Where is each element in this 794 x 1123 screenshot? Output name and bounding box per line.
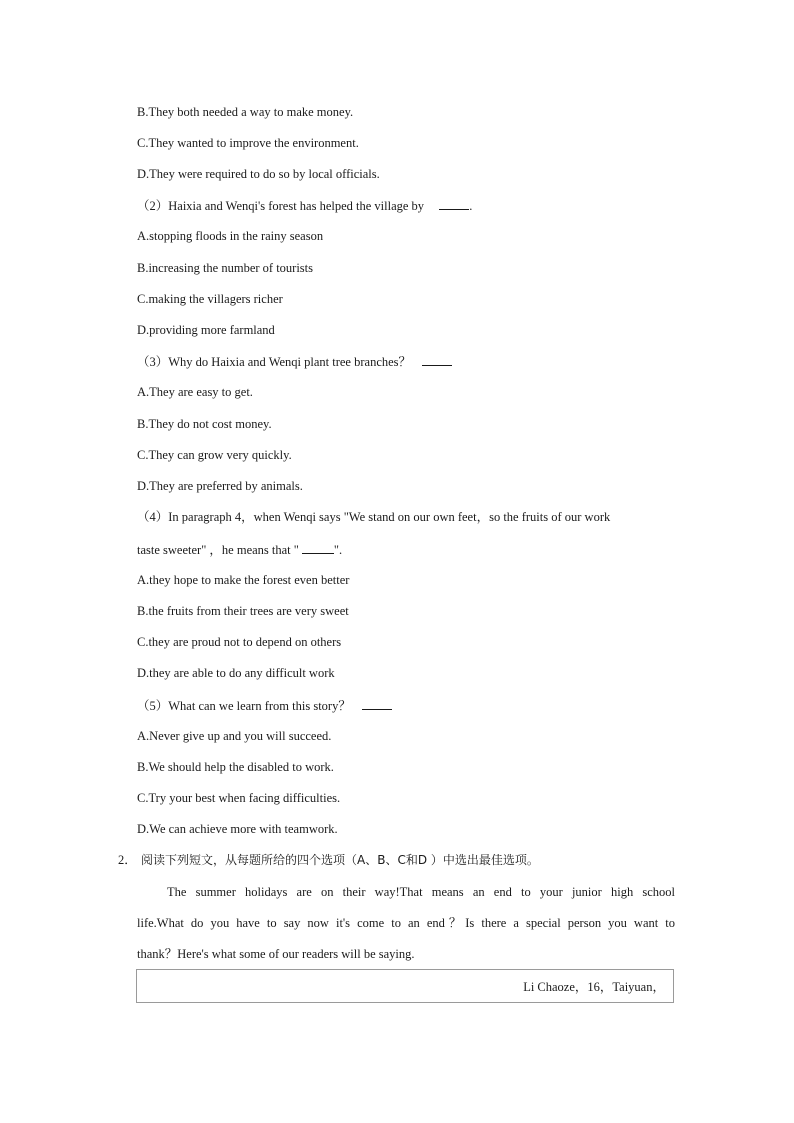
reader-table-cell: Li Chaoze，16，Taiyuan，	[523, 980, 665, 994]
q4-option-d: D.they are able to do any difficult work	[137, 666, 335, 680]
section-2-para-line3: thank？Here's what some of our readers will be saying.	[137, 947, 415, 961]
q5-option-c: C.Try your best when facing difficulties.	[137, 791, 341, 805]
q4-stem-line2	[137, 541, 342, 558]
q5-stem-line	[137, 697, 392, 714]
q5-option-a: A.Never give up and you will succeed.	[137, 729, 332, 743]
q1-option-b: B.They both needed a way to make money.	[137, 105, 354, 119]
q4-stem-end: ".	[333, 543, 343, 557]
q4-stem-line1: （4）In paragraph 4，when Wenqi says "We stand on our own feet，so the fruits of our work	[137, 510, 611, 524]
q1-option-d: D.They were required to do so by local officials.	[137, 167, 380, 181]
q4-stem-start: taste sweeter" ，he means that "	[137, 543, 299, 557]
q5-option-d: D.We can achieve more with teamwork.	[137, 822, 338, 836]
q1-option-c: C.They wanted to improve the environment.	[137, 136, 359, 150]
q3-stem-line	[137, 353, 452, 370]
q5-stem: （5）What can we learn from this story？	[137, 699, 351, 713]
q3-answer-blank	[422, 353, 452, 366]
q3-option-a: A.They are easy to get.	[137, 385, 253, 399]
q3-option-d: D.They are preferred by animals.	[137, 479, 303, 493]
section-2-instruction: 阅读下列短文，从每题所给的四个选项（A、B、C和D ）中选出最佳选项。	[141, 853, 539, 867]
q4-option-c: C.they are proud not to depend on others	[137, 635, 342, 649]
reader-table	[136, 969, 674, 1003]
section-2-number: 2．	[118, 853, 137, 867]
q2-option-d: D.providing more farmland	[137, 323, 275, 337]
q3-option-b: B.They do not cost money.	[137, 417, 272, 431]
section-2-para-line2: life.What do you have to say now it's come to an end？Is there a special person you want to	[137, 916, 675, 930]
q4-option-a: A.they hope to make the forest even better	[137, 573, 350, 587]
q2-option-b: B.increasing the number of tourists	[137, 261, 314, 275]
section-2-para-line1: The summer holidays are on their way!That means an end to your junior high school	[167, 885, 675, 899]
q2-answer-blank	[439, 197, 469, 210]
q2-stem-end: .	[469, 199, 473, 213]
q2-stem-line	[137, 197, 472, 214]
q5-option-b: B.We should help the disabled to work.	[137, 760, 334, 774]
q2-option-a: A.stopping floods in the rainy season	[137, 229, 324, 243]
q2-stem: （2）Haixia and Wenqi's forest has helped the village by	[137, 199, 425, 213]
q4-option-b: B.the fruits from their trees are very sweet	[137, 604, 349, 618]
q3-stem: （3）Why do Haixia and Wenqi plant tree branches？	[137, 355, 412, 369]
q3-option-c: C.They can grow very quickly.	[137, 448, 292, 462]
q4-answer-blank	[302, 541, 334, 554]
q2-option-c: C.making the villagers richer	[137, 292, 283, 306]
q5-answer-blank	[362, 697, 392, 710]
